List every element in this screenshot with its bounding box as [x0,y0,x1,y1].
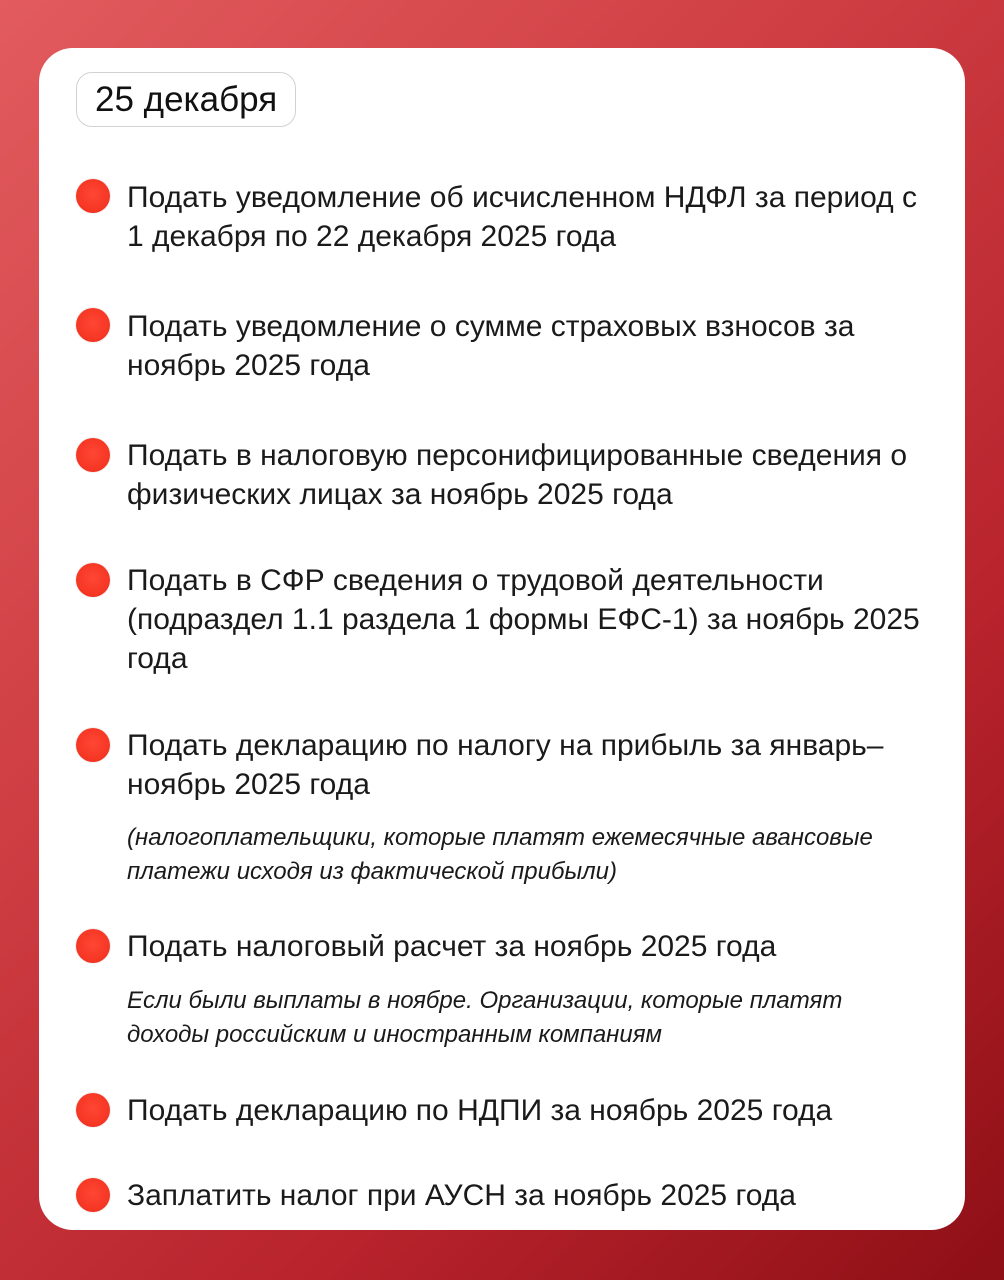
red-dot-icon [76,929,110,963]
deadline-card [39,48,965,1230]
item-note: Если были выплаты в ноябре. Организации, которые платят доходы российским и иностранным компаниям [127,987,843,1048]
red-dot-icon [76,179,110,213]
red-dot-icon [76,438,110,472]
red-dot-icon [76,308,110,342]
red-dot-icon [76,728,110,762]
red-dot-icon [76,563,110,597]
item-title: Заплатить налог при АУСН за ноябрь 2025 года [127,1179,796,1212]
item-title: Подать в СФР сведения о трудовой деятельности (подраздел 1.1 раздела 1 формы ЕФС-1) за ноябрь 2025 года [127,564,920,675]
red-dot-icon [76,1178,110,1212]
date-badge: 25 декабря [76,72,296,127]
item-title: Подать в налоговую персонифицированные сведения о физических лицах за ноябрь 2025 года [127,439,908,511]
red-dot-icon [76,1093,110,1127]
item-title: Подать декларацию по НДПИ за ноябрь 2025 года [127,1094,833,1127]
item-note: (налогоплательщики, которые платят ежемесячные авансовые платежи исходя из фактической прибыли) [127,824,873,885]
item-title: Подать уведомление о сумме страховых взносов за ноябрь 2025 года [127,310,855,382]
item-title: Подать уведомление об исчисленном НДФЛ за период с 1 декабря по 22 декабря 2025 года [127,181,917,253]
item-title: Подать декларацию по налогу на прибыль за январь–ноябрь 2025 года [127,729,884,801]
item-title: Подать налоговый расчет за ноябрь 2025 года [127,930,777,963]
